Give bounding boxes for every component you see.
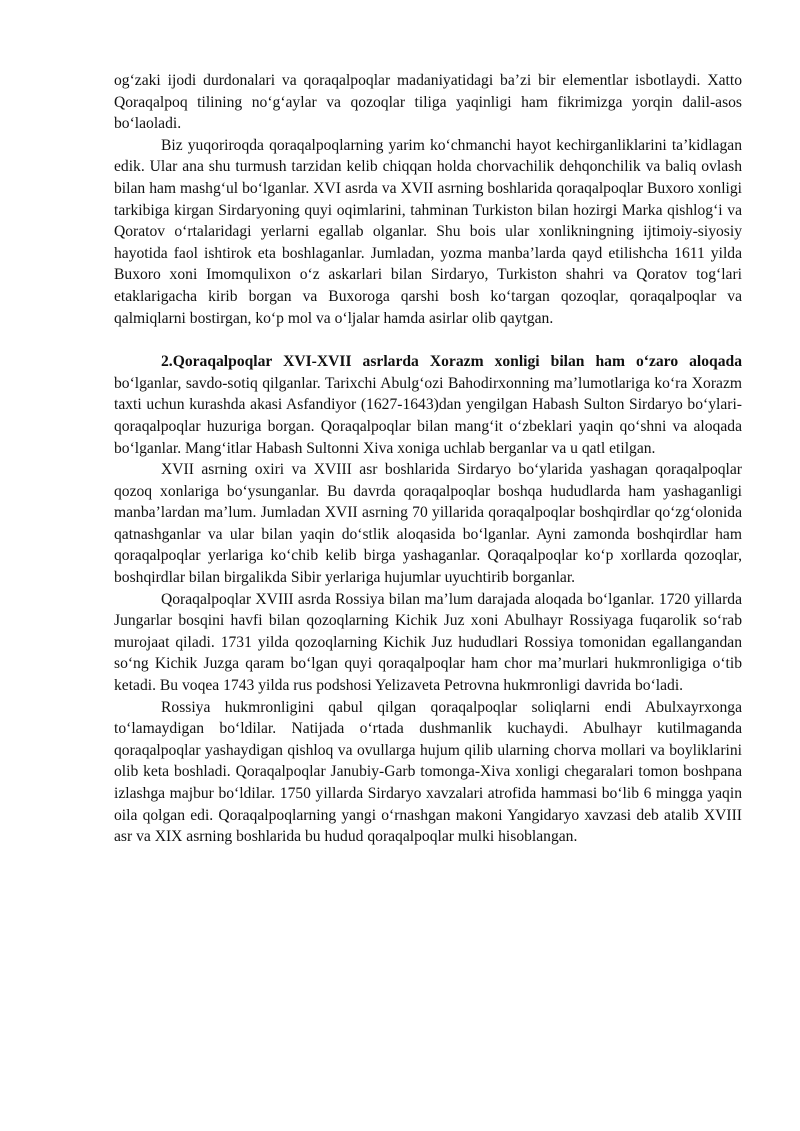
paragraph-3-text: bo‘lganlar, savdo-sotiq qilganlar. Tarixchi Abulg‘ozi Bahodirxonning ma’lumotlariga ko‘ra Xorazm taxti uchun kurashda akasi Asfandiyor (1627-1643)dan yengilgan Habash Sulton Sirdaryo bo‘ylari-qoraqalpoqlar huzuriga borgan. Qoraqalpoqlar bilan mang‘it o‘zbeklari yaqin qo‘shni va aloqada bo‘lganlar. Mang‘itlar Habash Sultonni Xiva xoniga uchlab berganlar va u qatl etilgan. [114,374,742,457]
paragraph-2: Biz yuqoriroqda qoraqalpoqlarning yarim ko‘chmanchi hayot kechirganliklarini ta’kidlagan edik. Ular ana shu turmush tarzidan kelib chiqqan holda chorvachilik dehqonchilik va baliq ovlash bilan ham mashg‘ul bo‘lganlar. XVI asrda va XVII asrning boshlarida qoraqalpoqlar Buxoro xonligi tarkibiga kirgan Sirdaryoning quyi oqimlarini, tahminan Turkiston bilan hozirgi Marka qishlog‘i va Qoratov o‘rtalaridagi yerlarni egallab olganlar. Shu bois ular xonlikningning ijtimoiy-siyosiy hayotida faol ishtirok eta boshlaganlar. Jumladan, yozma manba’larda qayd etilishcha 1611 yilda Buxoro xoni Imomqulixon o‘z askarlari bilan Sirdaryo, Turkiston shahri va Qoratov tog‘lari etaklarigacha kirib borgan va Buxoroga qarshi bosh ko‘targan qozoqlar, qoraqalpoqlar va qalmiqlarni bostirgan, ko‘p mol va o‘ljalar hamda asirlar olib qaytgan. [114,136,742,327]
section-heading: 2.Qoraqalpoqlar XVI-XVII asrlarda Xorazm xonligi bilan ham o‘zaro aloqada [161,353,742,371]
paragraph-5: Qoraqalpoqlar XVIII asrda Rossiya bilan ma’lum darajada aloqada bo‘lganlar. 1720 yillarda Jungarlar bosqini havfi bilan qozoqlarning Kichik Juz xoni Abulhayr Rossiyaga fuqarolik so‘rab murojaat qiladi. 1731 yilda qozoqlarning Kichik Juz hududlari Rossiya tomonidan egallangandan so‘ng Kichik Juzga qaram bo‘lgan quyi qoraqalpoqlar ham chor ma’murlari hukmronligiga o‘tib ketadi. Bu voqea 1743 yilda rus podshosi Yelizaveta Petrovna hukmronligi davrida bo‘ladi. [114,590,742,695]
paragraph-1: og‘zaki ijodi durdonalari va qoraqalpoqlar madaniyatidagi ba’zi bir elementlar isbotlaydi. Xatto Qoraqalpoq tilining no‘g‘aylar va qozoqlar tiliga yaqinligi ham fikrimizga yorqin dalil-asos bo‘laoladi. [114,72,742,133]
document-page [114,70,742,848]
paragraph-3 [114,351,742,459]
paragraph-6: Rossiya hukmronligini qabul qilgan qoraqalpoqlar soliqlarni endi Abulxayrxonga to‘lamaydigan bo‘ldilar. Natijada o‘rtada dushmanlik kuchaydi. Abulhayr kutilmaganda qoraqalpoqlar yashaydigan qishloq va ovullarga hujum qilib ularning chorva mollari va boyliklarini olib keta boshladi. Qoraqalpoqlar Janubiy-Garb tomonga-Xiva xonligi chegaralari tomon boshpana izlashga majbur bo‘ldilar. 1750 yillarda Sirdaryo xavzalari atrofida hammasi bo‘lib 6 mingga yaqin oila qolgan edi. Qoraqalpoqlarning yangi o‘rnashgan makoni Yangidaryo xavzasi deb atalib XVIII asr va XIX asrning boshlarida bu hudud qoraqalpoqlar mulki hisoblangan. [114,698,742,846]
paragraph-4: XVII asrning oxiri va XVIII asr boshlarida Sirdaryo bo‘ylarida yashagan qoraqalpoqlar qozoq xonlariga bo‘ysunganlar. Bu davrda qoraqalpoqlar boshqa hududlarda ham yashaganligi manba’lardan ma’lum. Jumladan XVII asrning 70 yillarida qoraqalpoqlar boshqirdlar qo‘zg‘olonida qatnashganlar va ular bilan yaqin do‘stlik aloqasida bo‘lganlar. Ayni zamonda boshqirdlar ham qoraqalpoqlar yerlariga ko‘chib kelib birga yashaganlar. Qoraqalpoqlar ko‘p xorllarda qozoqlar, boshqirdlar bilan birgalikda Sibir yerlariga hujumlar uyuchtirib borganlar. [114,461,742,587]
